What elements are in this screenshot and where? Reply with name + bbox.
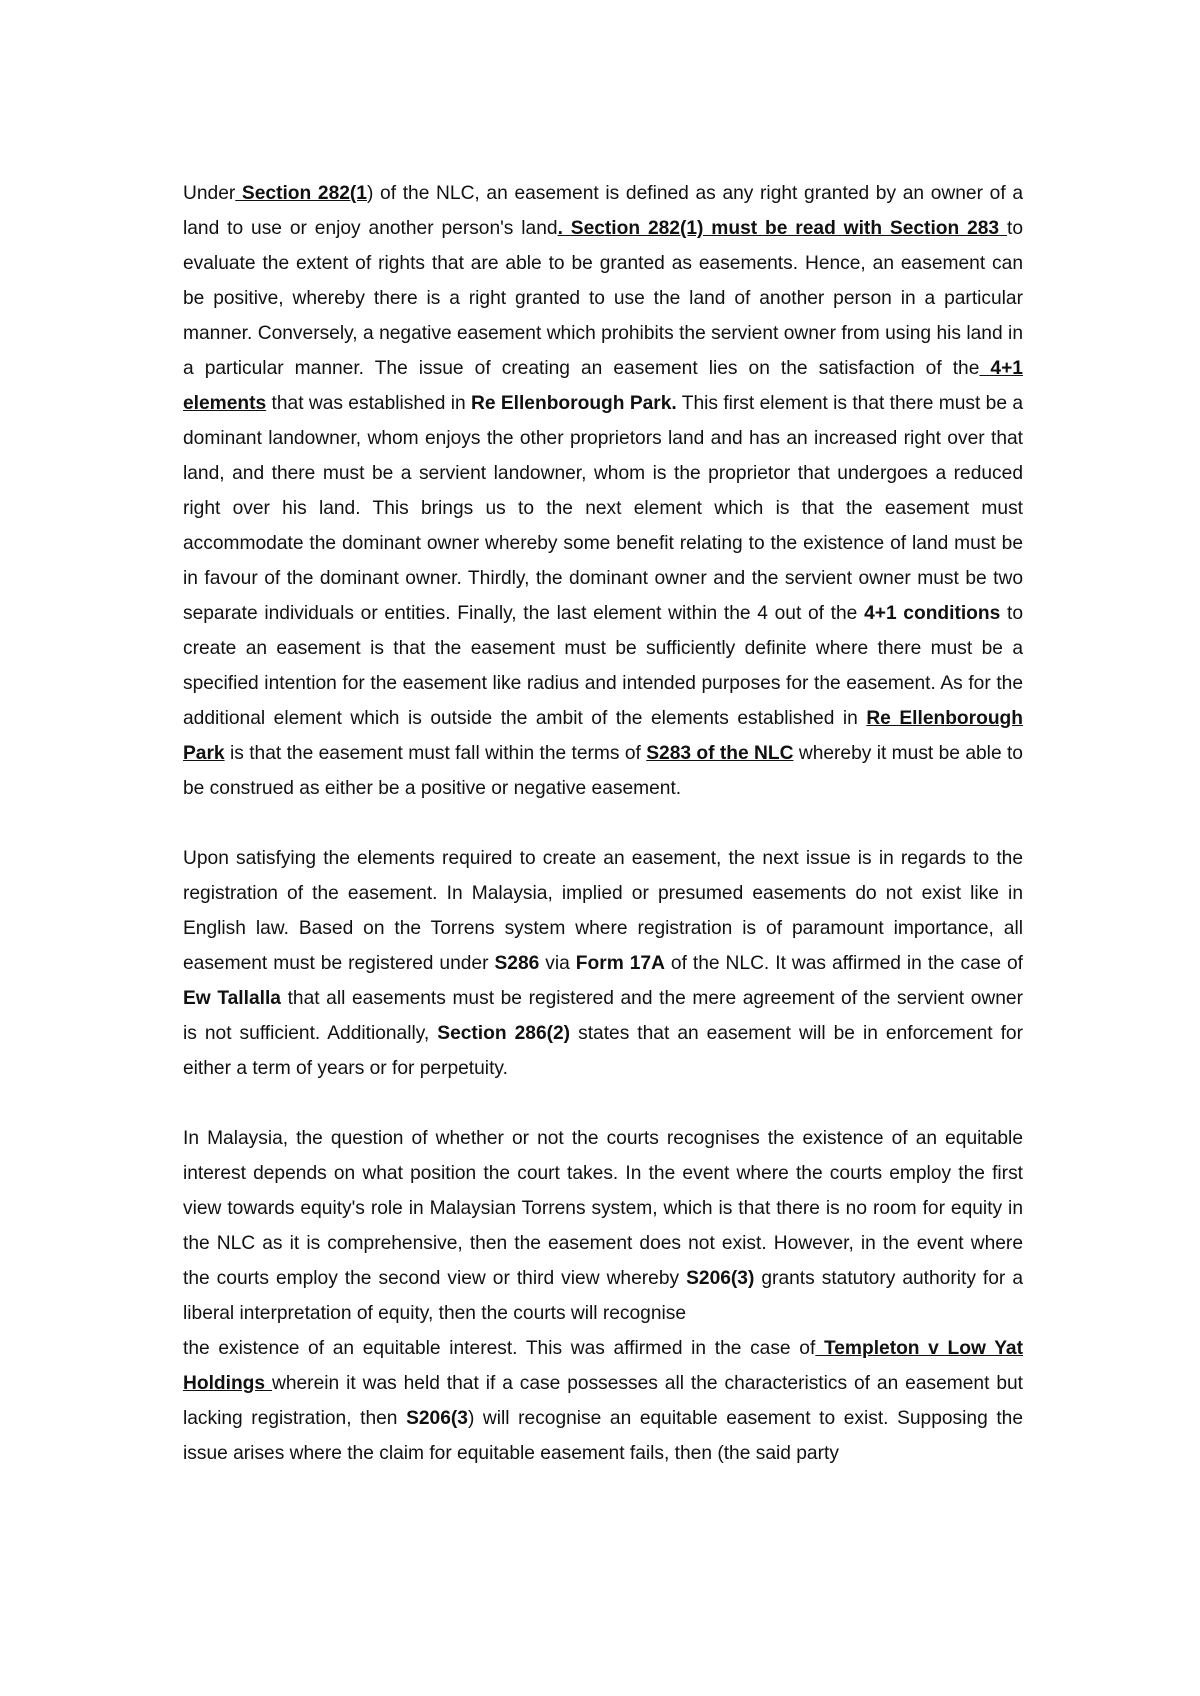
emphasized-text-run: S286 <box>494 953 540 974</box>
emphasized-text-run: Ew Tallalla <box>183 988 281 1009</box>
text-run: In Malaysia, the question of whether or not the courts recognises the existence of an equitable interest depends on what position the court takes. In the event where the courts employ the first view towards equity's role in Malaysian Torrens system, which is that there is no room for equity in the NLC as it is comprehensive, then the easement does not exist. However, in the event where the courts employ the second view or third view whereby <box>183 1128 1023 1289</box>
text-run: ) will recognise an equitable easement to exist. Supposing the issue arises where the claim for equitable easement fails, then (the said party <box>183 1408 1024 1464</box>
text-run: to create an easement is that the easement must be sufficiently definite where there must be a specified intention for the easement like radius and intended purposes for the easement. As for the additional element which is outside the ambit of the elements established in <box>183 603 1024 729</box>
emphasized-text-run: Re Ellenborough Park. <box>470 393 677 414</box>
document-body <box>183 176 1023 1471</box>
paragraph-equitable-interest <box>183 1121 1023 1331</box>
text-run: states that an easement will be in enforcement for either a term of years or for perpetuity. <box>183 1023 1023 1079</box>
emphasized-text-run: S283 of the NLC <box>646 743 794 764</box>
text-run: Upon satisfying the elements required to create an easement, the next issue is in regards to the registration of the easement. In Malaysia, implied or presumed easements do not exist like in English law. Based on the Torrens system where registration is of paramount importance, all easement must be registered under <box>183 848 1023 974</box>
emphasized-text-run: 4+1 conditions <box>864 603 1001 624</box>
paragraph-gap <box>183 806 1023 841</box>
paragraph-easement-definition <box>183 176 1023 806</box>
text-run: grants statutory authority for a liberal interpretation of equity, then the courts will recognise <box>183 1268 1023 1324</box>
paragraph-easement-registration <box>183 841 1023 1086</box>
emphasized-text-run: Section 282(1 <box>235 183 367 204</box>
paragraph-gap <box>183 1086 1023 1121</box>
emphasized-text-run: S206(3 <box>406 1408 468 1429</box>
emphasized-text-run: 4+1 elements <box>183 358 1023 414</box>
emphasized-text-run: . Section 282(1) must be read with Section 283 <box>557 218 1007 239</box>
text-run: to evaluate the extent of rights that are able to be granted as easements. Hence, an easement can be positive, whereby there is a right granted to use the land of another person in a particular manner. Conversely, a negative easement which prohibits the servient owner from using his land in a particular manner. The issue of creating an easement lies on the satisfaction of the <box>183 218 1023 379</box>
emphasized-text-run: Templeton v Low Yat Holdings <box>183 1338 1023 1394</box>
text-run: via <box>539 953 576 974</box>
text-run: of the NLC. It was affirmed in the case of <box>664 953 1023 974</box>
emphasized-text-run: Form 17A <box>575 953 665 974</box>
text-run: whereby it must be able to be construed as either be a positive or negative easement. <box>183 743 1023 799</box>
emphasized-text-run: S206(3) <box>686 1268 755 1289</box>
text-run: This first element is that there must be a dominant landowner, whom enjoys the other proprietors land and has an increased right over that land, and there must be a servient landowner, whom is the proprietor that undergoes a reduced right over his land. This brings us to the next element which is that the easement must accommodate the dominant owner whereby some benefit relating to the existence of land must be in favour of the dominant owner. Thirdly, the dominant owner and the servient owner must be two separate individuals or entities. Finally, the last element within the 4 out of the <box>183 393 1024 624</box>
text-run: that all easements must be registered and the mere agreement of the servient owner is not sufficient. Additionally, <box>183 988 1023 1044</box>
text-run: Under <box>183 183 236 204</box>
text-run: is that the easement must fall within the terms of <box>224 743 647 764</box>
text-run: wherein it was held that if a case possesses all the characteristics of an easement but lacking registration, then <box>183 1373 1023 1429</box>
text-run: that was established in <box>266 393 471 414</box>
text-run: the existence of an equitable interest. This was affirmed in the case of <box>183 1338 816 1359</box>
emphasized-text-run: Re Ellenborough Park <box>183 708 1023 764</box>
emphasized-text-run: Section 286(2) <box>437 1023 571 1044</box>
paragraph-templeton-case <box>183 1331 1023 1471</box>
text-run: ) of the NLC, an easement is defined as any right granted by an owner of a land to use or enjoy another person's land <box>183 183 1023 239</box>
